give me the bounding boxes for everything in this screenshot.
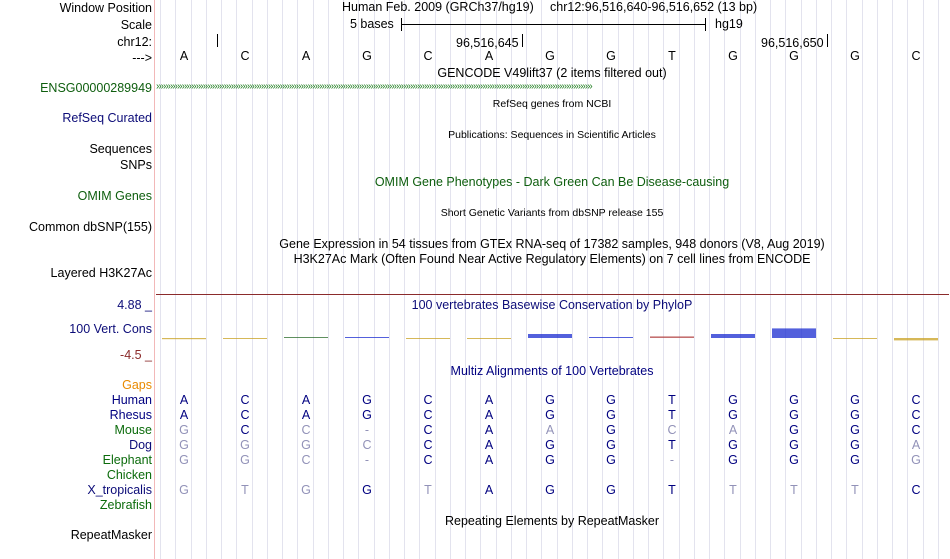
phylop-bar	[711, 334, 755, 338]
alignment-base: C	[911, 408, 921, 422]
assembly-title: Human Feb. 2009 (GRCh37/hg19)	[342, 0, 534, 14]
alignment-base: A	[179, 408, 189, 422]
base-letter: G	[362, 49, 372, 63]
alignment-base: T	[790, 483, 798, 497]
base-letter: A	[179, 49, 189, 63]
alignment-base: A	[911, 438, 921, 452]
alignment-base: A	[179, 393, 189, 407]
alignment-base: A	[484, 393, 494, 407]
base-letter: C	[423, 49, 433, 63]
alignment-base: C	[911, 423, 921, 437]
alignment-base: T	[241, 483, 249, 497]
phylop-bar	[833, 338, 877, 339]
phylop-bar	[650, 336, 694, 338]
alignment-base: G	[850, 408, 860, 422]
sequences-track-label[interactable]: Sequences	[89, 142, 152, 156]
position-title: chr12:96,516,640-96,516,652 (13 bp)	[550, 0, 758, 14]
alignment-base: T	[851, 483, 859, 497]
alignment-base: A	[301, 393, 311, 407]
coord-label-2: 96,516,650	[761, 36, 824, 50]
coord-tick	[522, 34, 523, 47]
base-letter: A	[301, 49, 311, 63]
alignment-base: A	[484, 423, 494, 437]
alignment-base: C	[362, 438, 372, 452]
alignment-base: G	[606, 483, 616, 497]
dbsnp-track-label[interactable]: Common dbSNP(155)	[29, 220, 152, 234]
alignment-base: C	[423, 423, 433, 437]
alignment-base: G	[362, 408, 372, 422]
omim-track-label[interactable]: OMIM Genes	[77, 189, 152, 203]
alignment-base: C	[423, 393, 433, 407]
alignment-base: G	[728, 393, 738, 407]
phylop-bar	[467, 338, 511, 339]
publications-track-title: Publications: Sequences in Scientific Articles	[448, 129, 656, 141]
alignment-base: G	[850, 423, 860, 437]
alignment-base: A	[728, 423, 738, 437]
alignment-base: G	[606, 438, 616, 452]
alignment-base: T	[424, 483, 432, 497]
repeatmasker-track-title: Repeating Elements by RepeatMasker	[444, 514, 660, 528]
scale-db-text: hg19	[715, 17, 743, 31]
species-label[interactable]: Elephant	[102, 453, 152, 467]
coord-tick	[827, 34, 828, 47]
alignment-base: G	[789, 438, 799, 452]
alignment-base: G	[545, 453, 555, 467]
species-label[interactable]: Human	[111, 393, 152, 407]
alignment-base: A	[484, 408, 494, 422]
phylop-bar	[589, 337, 633, 338]
alignment-base: G	[789, 393, 799, 407]
phylop-bar	[223, 338, 267, 339]
omim-track-title: OMIM Gene Phenotypes - Dark Green Can Be Disease-causing	[374, 175, 730, 189]
alignment-base: G	[240, 438, 250, 452]
window-position-label: Window Position	[59, 1, 152, 15]
chrom-label: chr12:	[117, 35, 152, 49]
alignment-base: G	[545, 438, 555, 452]
alignment-base: G	[606, 408, 616, 422]
alignment-base: T	[668, 483, 676, 497]
alignment-base: G	[179, 423, 189, 437]
alignment-base: G	[606, 453, 616, 467]
alignment-base: -	[364, 453, 370, 467]
alignment-base: A	[301, 408, 311, 422]
alignment-base: G	[850, 438, 860, 452]
alignment-base: C	[240, 408, 250, 422]
phylop-track-title: 100 vertebrates Basewise Conservation by PhyloP	[411, 298, 693, 312]
alignment-base: C	[911, 393, 921, 407]
phylop-bar	[528, 334, 572, 338]
alignment-base: G	[850, 453, 860, 467]
snps-track-label[interactable]: SNPs	[120, 158, 152, 172]
alignment-base: T	[729, 483, 737, 497]
base-letter: A	[484, 49, 494, 63]
alignment-base: A	[484, 453, 494, 467]
alignment-base: C	[667, 423, 677, 437]
alignment-base: C	[423, 438, 433, 452]
gtex-track-title: Gene Expression in 54 tissues from GTEx RNA-seq of 17382 samples, 948 donors (V8, Aug 2019)	[279, 237, 825, 251]
alignment-base: G	[850, 393, 860, 407]
alignment-base: G	[911, 453, 921, 467]
base-letter: C	[911, 49, 921, 63]
base-letter: G	[545, 49, 555, 63]
alignment-base: G	[789, 408, 799, 422]
cons-min-label: -4.5 _	[120, 348, 152, 362]
alignment-base: C	[423, 453, 433, 467]
gencode-track-label[interactable]: ENSG00000289949	[40, 81, 152, 95]
alignment-base: A	[484, 483, 494, 497]
repeatmasker-track-label[interactable]: RepeatMasker	[70, 528, 152, 542]
alignment-base: G	[606, 393, 616, 407]
alignment-base: C	[240, 393, 250, 407]
phylop-bar	[406, 338, 450, 339]
alignment-base: A	[484, 438, 494, 452]
alignment-base: C	[301, 423, 311, 437]
alignment-base: G	[728, 438, 738, 452]
h3k27ac-track-title: H3K27Ac Mark (Often Found Near Active Regulatory Elements) on 7 cell lines from ENCODE	[293, 252, 811, 266]
alignment-base: C	[301, 453, 311, 467]
alignment-base: G	[789, 453, 799, 467]
alignment-base: A	[545, 423, 555, 437]
alignment-base: G	[179, 483, 189, 497]
h3k27ac-track-label[interactable]: Layered H3K27Ac	[50, 266, 152, 280]
alignment-base: G	[179, 438, 189, 452]
base-letter: G	[728, 49, 738, 63]
species-label[interactable]: Chicken	[106, 468, 152, 482]
alignment-base: G	[240, 453, 250, 467]
alignment-base: C	[423, 408, 433, 422]
gene-strand-chevrons[interactable]	[156, 82, 949, 92]
species-label[interactable]: X_tropicalis	[87, 483, 152, 497]
base-letter: G	[606, 49, 616, 63]
base-letter: T	[668, 49, 676, 63]
alignment-base: C	[240, 423, 250, 437]
alignment-base: G	[362, 483, 372, 497]
refseq-track-title: RefSeq genes from NCBI	[492, 98, 612, 110]
scale-bases-text: 5 bases	[350, 17, 394, 31]
gaps-track-label[interactable]: Gaps	[122, 378, 152, 392]
species-label[interactable]: Rhesus	[109, 408, 152, 422]
base-letter: C	[240, 49, 250, 63]
alignment-base: G	[545, 408, 555, 422]
strand-arrow-label[interactable]: --->	[132, 51, 152, 65]
alignment-base: C	[911, 483, 921, 497]
base-letter: G	[789, 49, 799, 63]
species-label[interactable]: Dog	[129, 438, 152, 452]
cons-top-line	[156, 294, 949, 295]
refseq-track-label[interactable]: RefSeq Curated	[62, 111, 152, 125]
phylop-bar	[772, 328, 816, 338]
alignment-base: -	[669, 453, 675, 467]
alignment-base: G	[606, 423, 616, 437]
phylop-bar	[894, 338, 938, 340]
scale-bar	[401, 24, 706, 25]
dbsnp-track-title: Short Genetic Variants from dbSNP release 155	[440, 207, 664, 219]
alignment-base: G	[301, 483, 311, 497]
scale-label: Scale	[120, 18, 152, 32]
base-letter: G	[850, 49, 860, 63]
coord-label-1: 96,516,645	[456, 36, 519, 50]
alignment-base: G	[179, 453, 189, 467]
alignment-base: G	[362, 393, 372, 407]
multiz-track-title: Multiz Alignments of 100 Vertebrates	[450, 364, 654, 378]
alignment-base: G	[728, 453, 738, 467]
alignment-base: -	[364, 423, 370, 437]
alignment-base: G	[545, 483, 555, 497]
alignment-base: G	[728, 408, 738, 422]
species-label[interactable]: Zebrafish	[99, 498, 152, 512]
gencode-track-title: GENCODE V49lift37 (2 items filtered out)	[437, 66, 667, 80]
species-label[interactable]: Mouse	[114, 423, 152, 437]
alignment-base: G	[545, 393, 555, 407]
phylop-bar	[345, 337, 389, 338]
alignment-base: T	[668, 408, 676, 422]
coord-tick	[217, 34, 218, 47]
phylop-plot[interactable]	[155, 310, 950, 356]
phylop-bar	[162, 338, 206, 339]
alignment-base: T	[668, 438, 676, 452]
alignment-base: G	[301, 438, 311, 452]
phylop-bar	[284, 337, 328, 338]
alignment-base: G	[789, 423, 799, 437]
alignment-base: T	[668, 393, 676, 407]
cons-track-label[interactable]: 100 Vert. Cons	[69, 322, 152, 336]
cons-max-label: 4.88 _	[117, 298, 152, 312]
